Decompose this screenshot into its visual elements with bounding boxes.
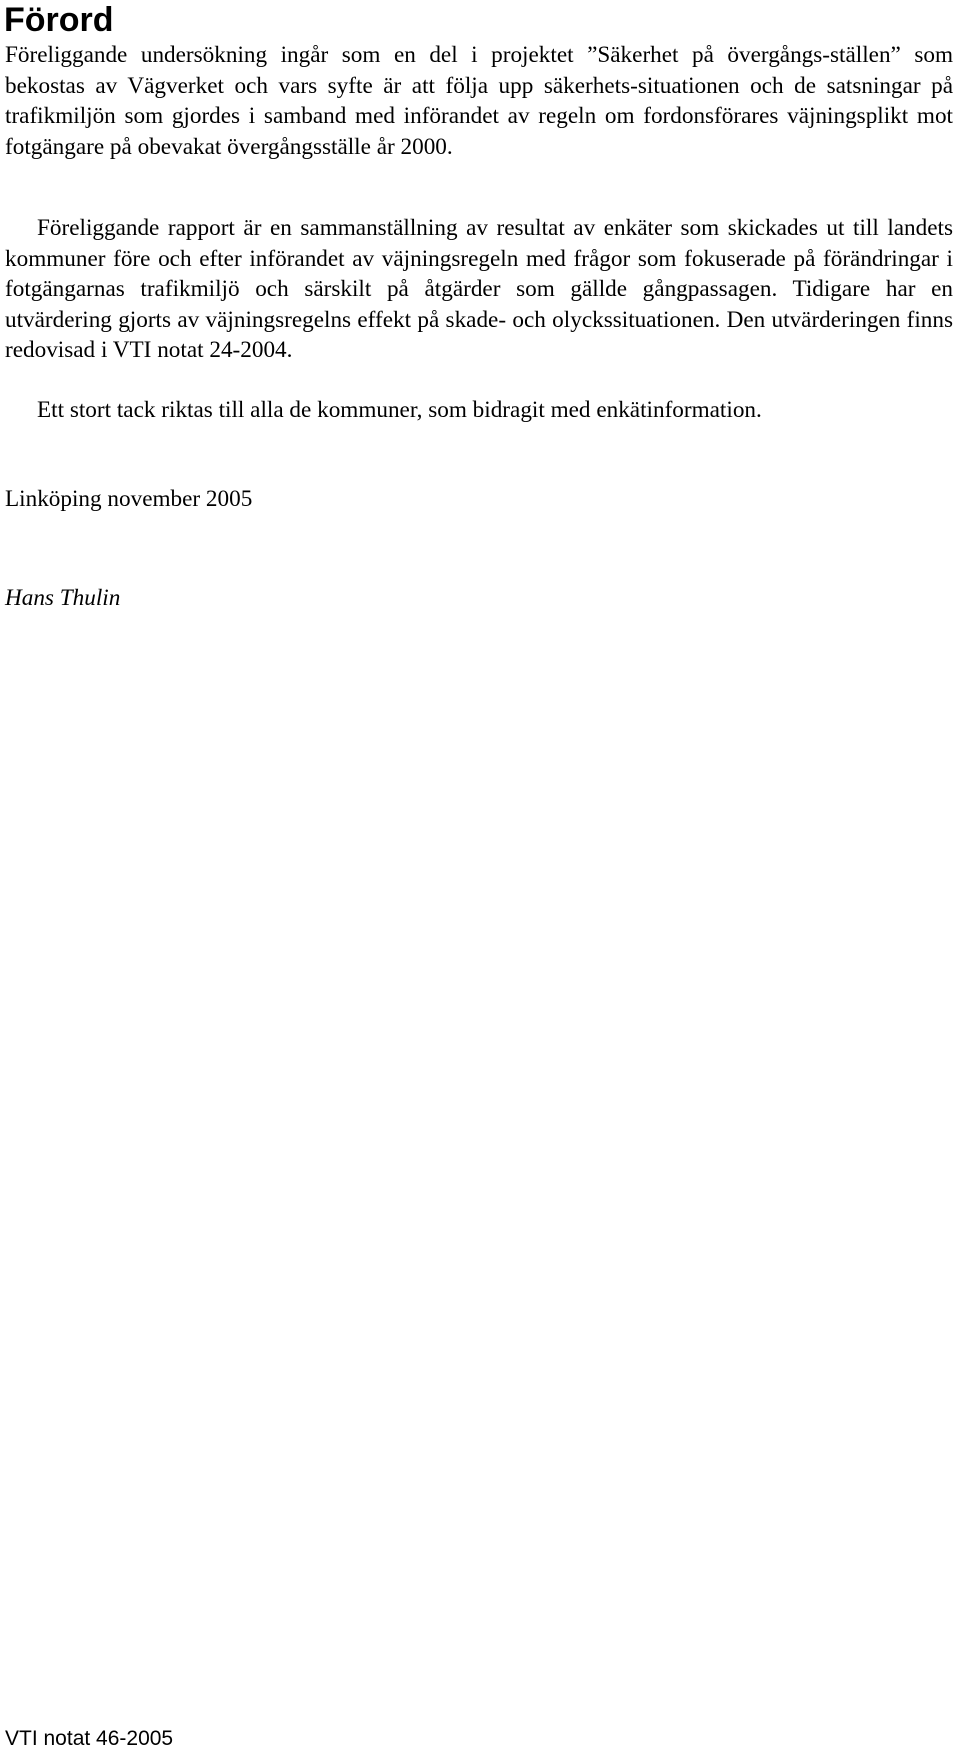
paragraph-intro: Föreliggande undersökning ingår som en del i projektet ”Säkerhet på övergångs-ställen” som bekostas av Vägverket och vars syfte är att följa upp säkerhets-situationen och de satsningar på trafikmiljön som gjordes i samband med införandet av regeln om fordonsförares väjningsplikt mot fotgängare på obevakat övergångsställe år 2000.: [5, 42, 953, 160]
place-and-date: Linköping november 2005: [5, 486, 253, 512]
author-name: Hans Thulin: [5, 585, 121, 611]
page-title: Förord: [4, 1, 114, 39]
paragraph-acknowledgement: Ett stort tack riktas till alla de kommuner, som bidragit med enkätinformation.: [37, 397, 762, 423]
page-footer: VTI notat 46-2005: [5, 1727, 174, 1750]
paragraph-report-summary: Föreliggande rapport är en sammanställning av resultat av enkäter som skickades ut till landets kommuner före och efter införandet av väjningsregeln med frågor som fokuserade på förändringar i fotgängarnas trafikmiljö och särskilt på åtgärder som gällde gångpassagen. Tidigare har en utvärdering gjorts av väjningsregelns effekt på skade- och olyckssituationen. Den utvärderingen finns redovisad i VTI notat 24-2004.: [5, 215, 953, 364]
